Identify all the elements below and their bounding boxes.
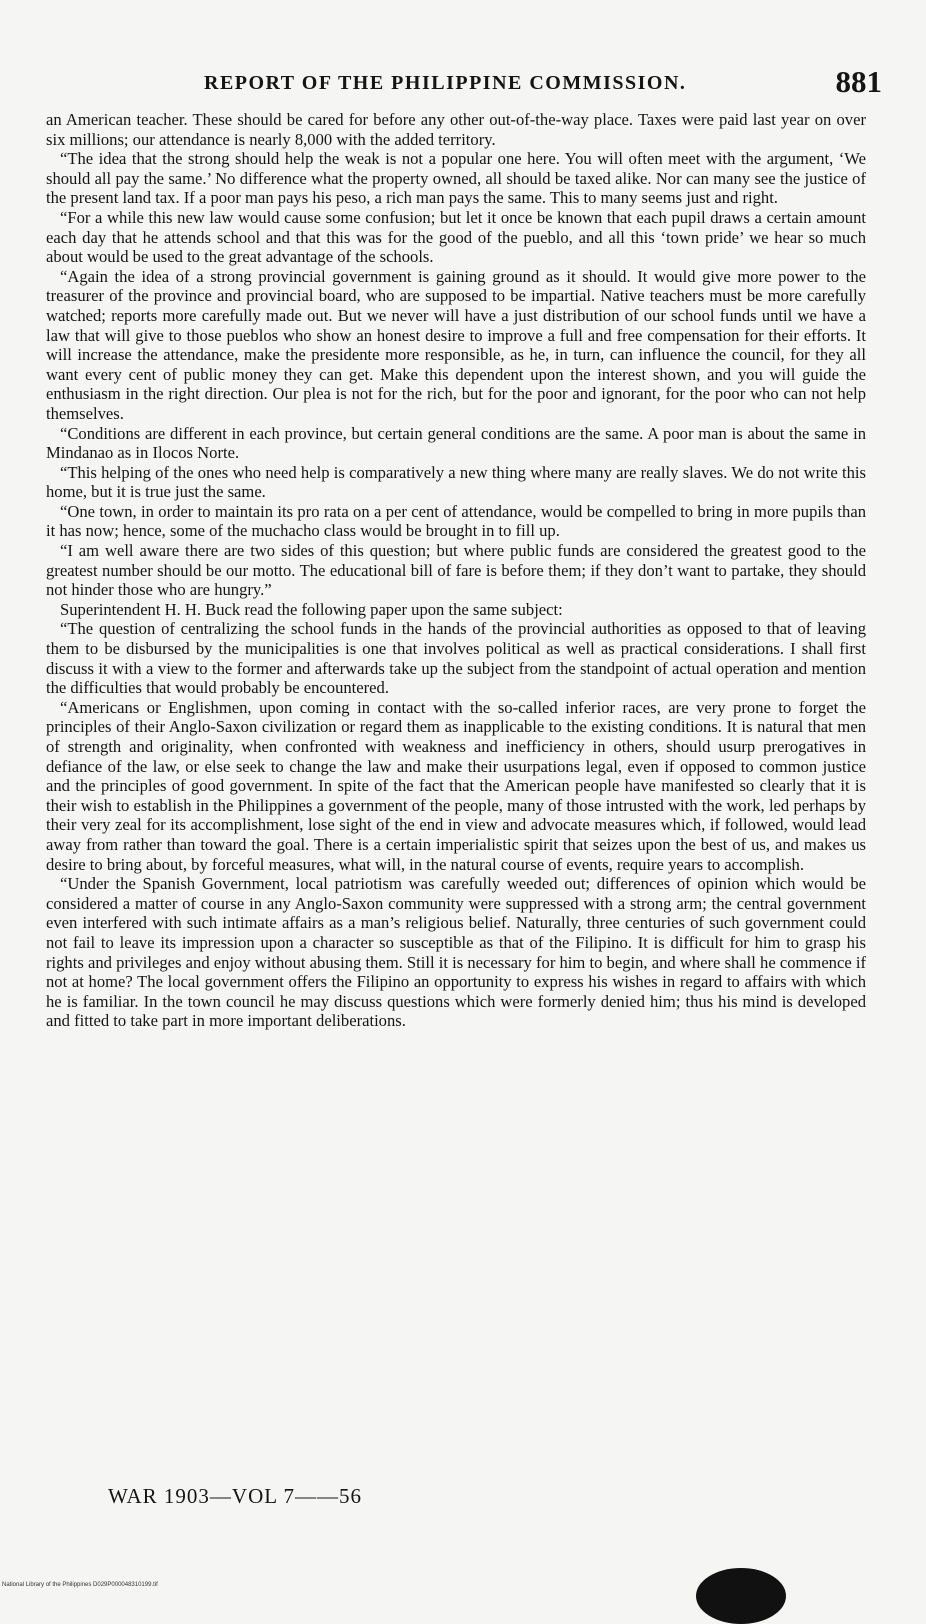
paragraph: Superintendent H. H. Buck read the following paper upon the same subject:	[60, 599, 563, 619]
page-number: 881	[835, 64, 882, 99]
paragraph: “Americans or Englishmen, upon coming in contact with the so-called inferior races, are very prone to forget the principles of their Anglo-Saxon civilization or regard them as inapplicable to the existing conditions. It is natural that men of strength and originality, when confronted with weakness and inefficiency in others, should usurp prerogatives in defiance of the law, or else seek to change the law and make their usurpations legal, even if opposed to common justice and the principles of good government. In spite of the fact that the American people have manifested so clearly that it is their wish to establish in the Philippines a government of the people, many of those intrusted with the work, led perhaps by their very zeal for its accomplishment, lose sight of the end in view and advocate measures which, if followed, would lead away from rather than toward the goal. There is a certain imperialistic spirit that seizes upon the best of us, and makes us desire to bring about, by forceful measures, what will, in the natural course of events, require years to accomplish.	[46, 697, 866, 874]
body-text	[46, 110, 866, 1031]
paragraph: “Conditions are different in each province, but certain general conditions are the same. A poor man is about the same in Mindanao as in Ilocos Norte.	[46, 423, 866, 463]
running-title: REPORT OF THE PHILIPPINE COMMISSION.	[204, 72, 687, 94]
paragraph: an American teacher. These should be cared for before any other out-of-the-way place. Taxes were paid last year on over six millions; our attendance is nearly 8,000 with the added territory.	[46, 110, 866, 149]
paragraph: “Under the Spanish Government, local patriotism was carefully weeded out; differences of opinion which would be considered a matter of course in any Anglo-Saxon community were suppressed with a strong arm; the central government even interfered with such intimate affairs as a man’s religious belief. Naturally, three centuries of such government could not fail to leave its impression upon a character so susceptible as that of the Filipino. It is difficult for him to grasp his rights and privileges and enjoy without abusing them. Still it is necessary for him to begin, and where shall he commence if not at home? The local government offers the Filipino an opportunity to express his wishes in regard to affairs with which he is familiar. In the town council he may discuss questions which were formerly denied him; thus his mind is developed and fitted to take part in more important deliberations.	[46, 874, 866, 1031]
paragraph: “For a while this new law would cause some confusion; but let it once be known that each pupil draws a certain amount each day that he attends school and that this was for the good of the pueblo, and all this ‘town pride’ we hear so much about would be used to the great advantage of the schools.	[46, 207, 866, 267]
paragraph: “I am well aware there are two sides of this question; but where public funds are considered the greatest good to the greatest number should be our motto. The educational bill of fare is before them; if they don’t want to partake, they should not hinder those who are hungry.”	[46, 541, 866, 600]
paragraph: “The question of centralizing the school funds in the hands of the provincial authorities as opposed to that of leaving them to be disbursed by the municipalities is one that involves political as well as practical considerations. I shall first discuss it with a view to the former and afterwards take up the subject from the standpoint of actual operation and mention the difficulties that would probably be encountered.	[46, 619, 866, 698]
library-stamp: National Library of the Philippines D029P000048310199.tif	[2, 1582, 158, 1588]
paragraph: “Again the idea of a strong provincial government is gaining ground as it should. It would give more power to the treasurer of the province and provincial board, who are supposed to be impartial. Native teachers must be more carefully watched; reports more carefully made out. But we never will have a just distribution of our school funds until we have a law that will give to those pueblos who show an honest desire to improve a full and free compensation for their efforts. It will increase the attendance, make the presidente more responsible, as he, in turn, can influence the council, for they all want every cent of public money they can get. Make this dependent upon the interest shown, and you will guide the enthusiasm in the right direction. Our plea is not for the rich, but for the poor and ignorant, for the poor who can not help themselves.	[46, 266, 866, 423]
page-header	[44, 64, 882, 110]
paragraph: “The idea that the strong should help the weak is not a popular one here. You will often meet with the argument, ‘We should all pay the same.’ No difference what the property owned, all should be taxed alike. Nor can many see the justice of the present land tax. If a poor man pays his peso, a rich man pays the same. This to many seems just and right.	[46, 149, 866, 208]
paragraph: “One town, in order to maintain its pro rata on a per cent of attendance, would be compelled to bring in more pupils than it has now; hence, some of the muchacho class would be brought in to fill up.	[46, 501, 866, 541]
signature-mark: WAR 1903—VOL 7——56	[108, 1484, 363, 1508]
scan-artifact	[696, 1568, 786, 1624]
paragraph: “This helping of the ones who need help is comparatively a new thing where many are really slaves. We do not write this home, but it is true just the same.	[46, 462, 866, 502]
